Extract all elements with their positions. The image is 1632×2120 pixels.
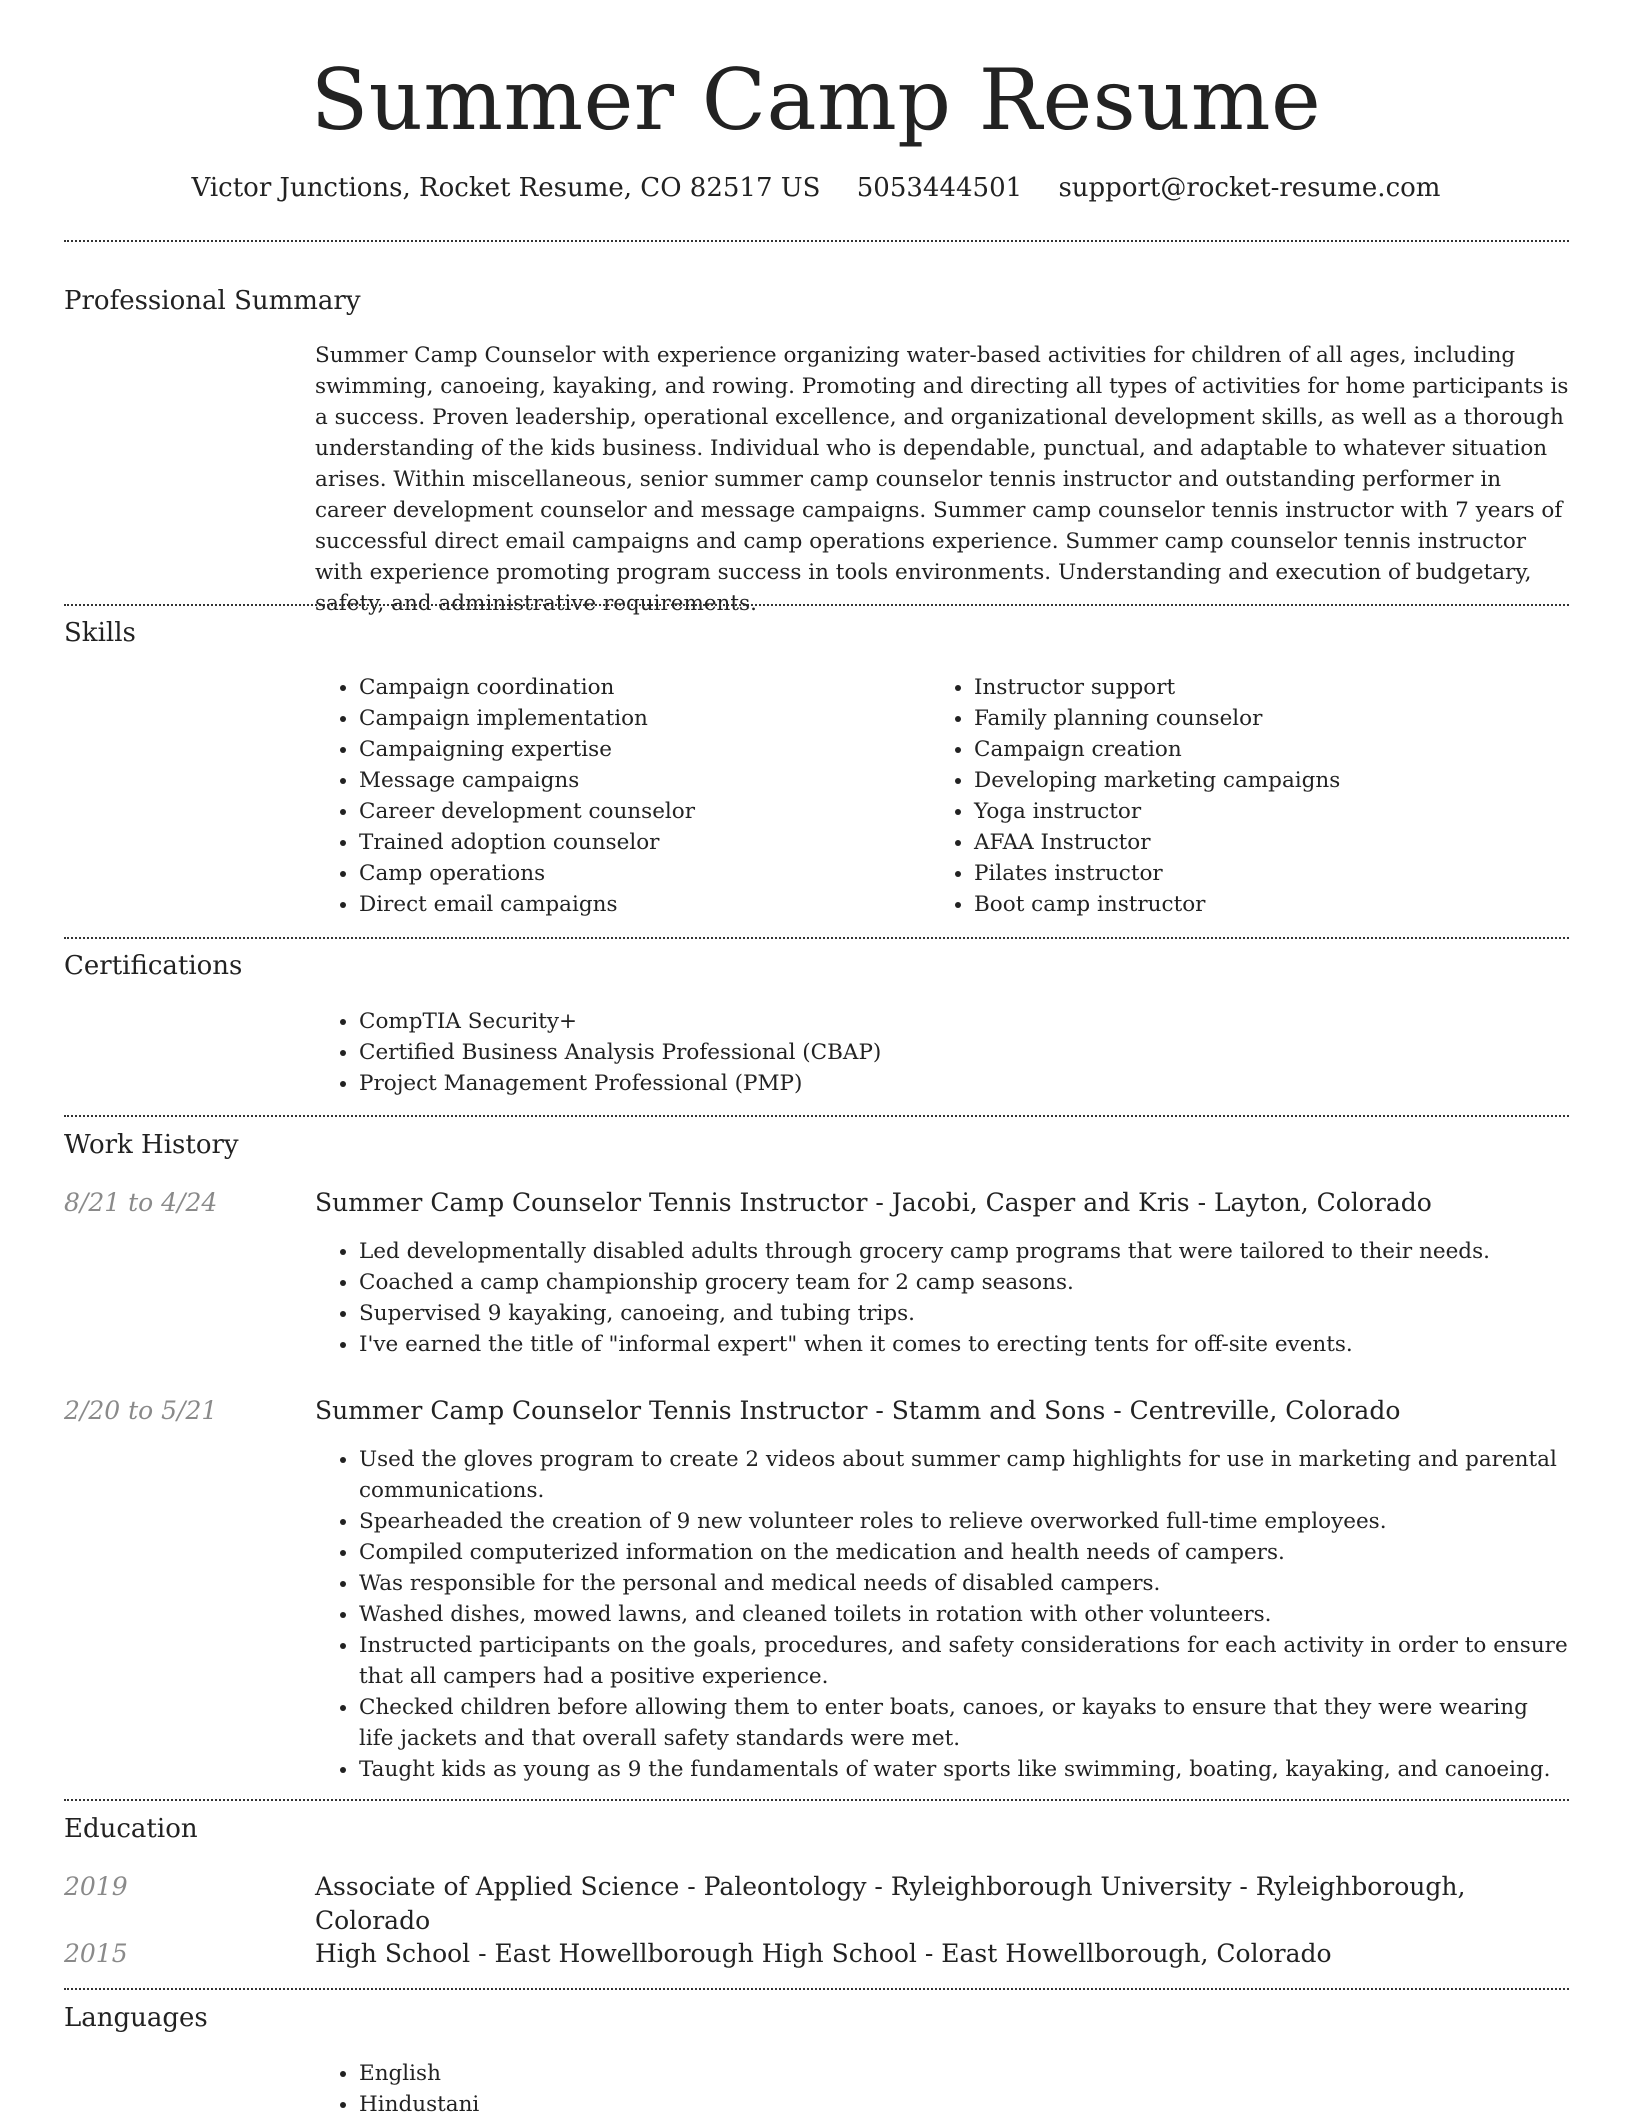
skill-item: • Trained adoption counselor: [359, 827, 930, 858]
job-duty-item: • Used the gloves program to create 2 videos about summer camp highlights for use in marketing and parental communications.: [359, 1444, 1569, 1506]
education-year: 2015: [64, 1939, 128, 1968]
job-role: Summer Camp Counselor Tennis Instructor: [315, 1396, 868, 1425]
skill-item: • Developing marketing campaigns: [974, 765, 1545, 796]
divider: [64, 1988, 1569, 1990]
skill-item: • Campaign implementation: [359, 703, 930, 734]
divider: [64, 1115, 1569, 1117]
skills-heading: Skills: [64, 618, 136, 648]
skills-grid: [315, 672, 1569, 920]
skill-item: • Pilates instructor: [974, 858, 1545, 889]
job-title: [315, 1186, 1569, 1220]
job-duty-item: • Was responsible for the personal and medical needs of disabled campers.: [359, 1568, 1569, 1599]
work-history-heading: Work History: [64, 1130, 239, 1160]
summary-block: [315, 340, 1569, 619]
education-entry: Associate of Applied Science - Paleontology - Ryleighborough University - Ryleighborough, Colorado: [315, 1872, 1466, 1935]
job-duty-item: • Supervised 9 kayaking, canoeing, and tubing trips.: [359, 1298, 1569, 1329]
job-dates: 2/20 to 5/21: [64, 1396, 218, 1425]
skills-block: [315, 672, 1569, 920]
skill-item: • Direct email campaigns: [359, 889, 930, 920]
language-item: • English: [359, 2058, 1569, 2089]
education-entry: High School - East Howellborough High School - East Howellborough, Colorado: [315, 1939, 1332, 1968]
job-duty-item: • Led developmentally disabled adults through grocery camp programs that were tailored to their needs.: [359, 1236, 1569, 1267]
job-duty-item: • Spearheaded the creation of 9 new volunteer roles to relieve overworked full-time employees.: [359, 1506, 1569, 1537]
skill-item: • Career development counselor: [359, 796, 930, 827]
skills-column-right: [930, 672, 1545, 920]
resume-header: [0, 0, 1632, 206]
job-duty-item: • Checked children before allowing them to enter boats, canoes, or kayaks to ensure that they were wearing life jackets and that overall safety standards were met.: [359, 1692, 1569, 1754]
job-title: [315, 1394, 1569, 1428]
email-text: support@rocket-resume.com: [1058, 173, 1441, 203]
skill-item: • Instructor support: [974, 672, 1545, 703]
skill-item: • Yoga instructor: [974, 796, 1545, 827]
job-employer: - Jacobi, Casper and Kris - Layton, Colorado: [867, 1188, 1432, 1217]
certifications-block: [315, 1006, 1569, 1099]
job-duty-item: • Instructed participants on the goals, procedures, and safety considerations for each activity in order to ensure that all campers had a positive experience.: [359, 1630, 1569, 1692]
job-duty-item: • Compiled computerized information on the medication and health needs of campers.: [359, 1537, 1569, 1568]
certification-item: • Project Management Professional (PMP): [359, 1068, 1569, 1099]
job-duty-item: • I've earned the title of "informal expert" when it comes to erecting tents for off-site events.: [359, 1329, 1569, 1360]
languages-heading: Languages: [64, 2003, 208, 2033]
job-duty-item: • Washed dishes, mowed lawns, and cleaned toilets in rotation with other volunteers.: [359, 1599, 1569, 1630]
page-title: Summer Camp Resume: [310, 51, 1322, 149]
job-duties: [315, 1236, 1569, 1360]
address-text: Victor Junctions, Rocket Resume, CO 82517 US: [191, 173, 821, 203]
skill-item: • Camp operations: [359, 858, 930, 889]
job-dates: 8/21 to 4/24: [64, 1188, 218, 1217]
education-year: 2019: [64, 1872, 128, 1901]
skill-item: • Campaign creation: [974, 734, 1545, 765]
skill-item: • AFAA Instructor: [974, 827, 1545, 858]
divider: [64, 937, 1569, 939]
job-duty-item: • Taught kids as young as 9 the fundamentals of water sports like swimming, boating, kayaking, and canoeing.: [359, 1754, 1569, 1785]
language-item: • Hindustani: [359, 2089, 1569, 2120]
summary-heading: Professional Summary: [64, 286, 361, 316]
job-duty-item: • Coached a camp championship grocery team for 2 camp seasons.: [359, 1267, 1569, 1298]
skill-item: • Campaigning expertise: [359, 734, 930, 765]
summary-text: Summer Camp Counselor with experience organizing water-based activities for children of all ages, including swimming, canoeing, kayaking, and rowing. Promoting and directing all types of activities for home participants is a success. Proven leadership, operational excellence, and organizational development skills, as well as a thorough understanding of the kids business. Individual who is dependable, punctual, and adaptable to whatever situation arises. Within miscellaneous, senior summer camp counselor tennis instructor and outstanding performer in career development counselor and message campaigns. Summer camp counselor tennis instructor with 7 years of successful direct email campaigns and camp operations experience. Summer camp counselor tennis instructor with experience promoting program success in tools environments. Understanding and execution of budgetary, safety, and administrative requirements.: [315, 343, 1569, 616]
skill-item: • Message campaigns: [359, 765, 930, 796]
languages-block: [315, 2058, 1569, 2120]
certification-item: • CompTIA Security+: [359, 1006, 1569, 1037]
skill-item: • Boot camp instructor: [974, 889, 1545, 920]
divider: [64, 1799, 1569, 1801]
phone-text: 5053444501: [856, 173, 1023, 203]
education-heading: Education: [64, 1814, 198, 1844]
certification-item: • Certified Business Analysis Professional (CBAP): [359, 1037, 1569, 1068]
job-role: Summer Camp Counselor Tennis Instructor: [315, 1188, 868, 1217]
skill-item: • Family planning counselor: [974, 703, 1545, 734]
certifications-heading: Certifications: [64, 951, 243, 981]
contact-line: [0, 170, 1632, 206]
divider: [64, 240, 1569, 242]
job-duties: [315, 1444, 1569, 1785]
skill-item: • Campaign coordination: [359, 672, 930, 703]
skills-column-left: [315, 672, 930, 920]
divider: [64, 604, 1569, 606]
job-employer: - Stamm and Sons - Centreville, Colorado: [867, 1396, 1401, 1425]
